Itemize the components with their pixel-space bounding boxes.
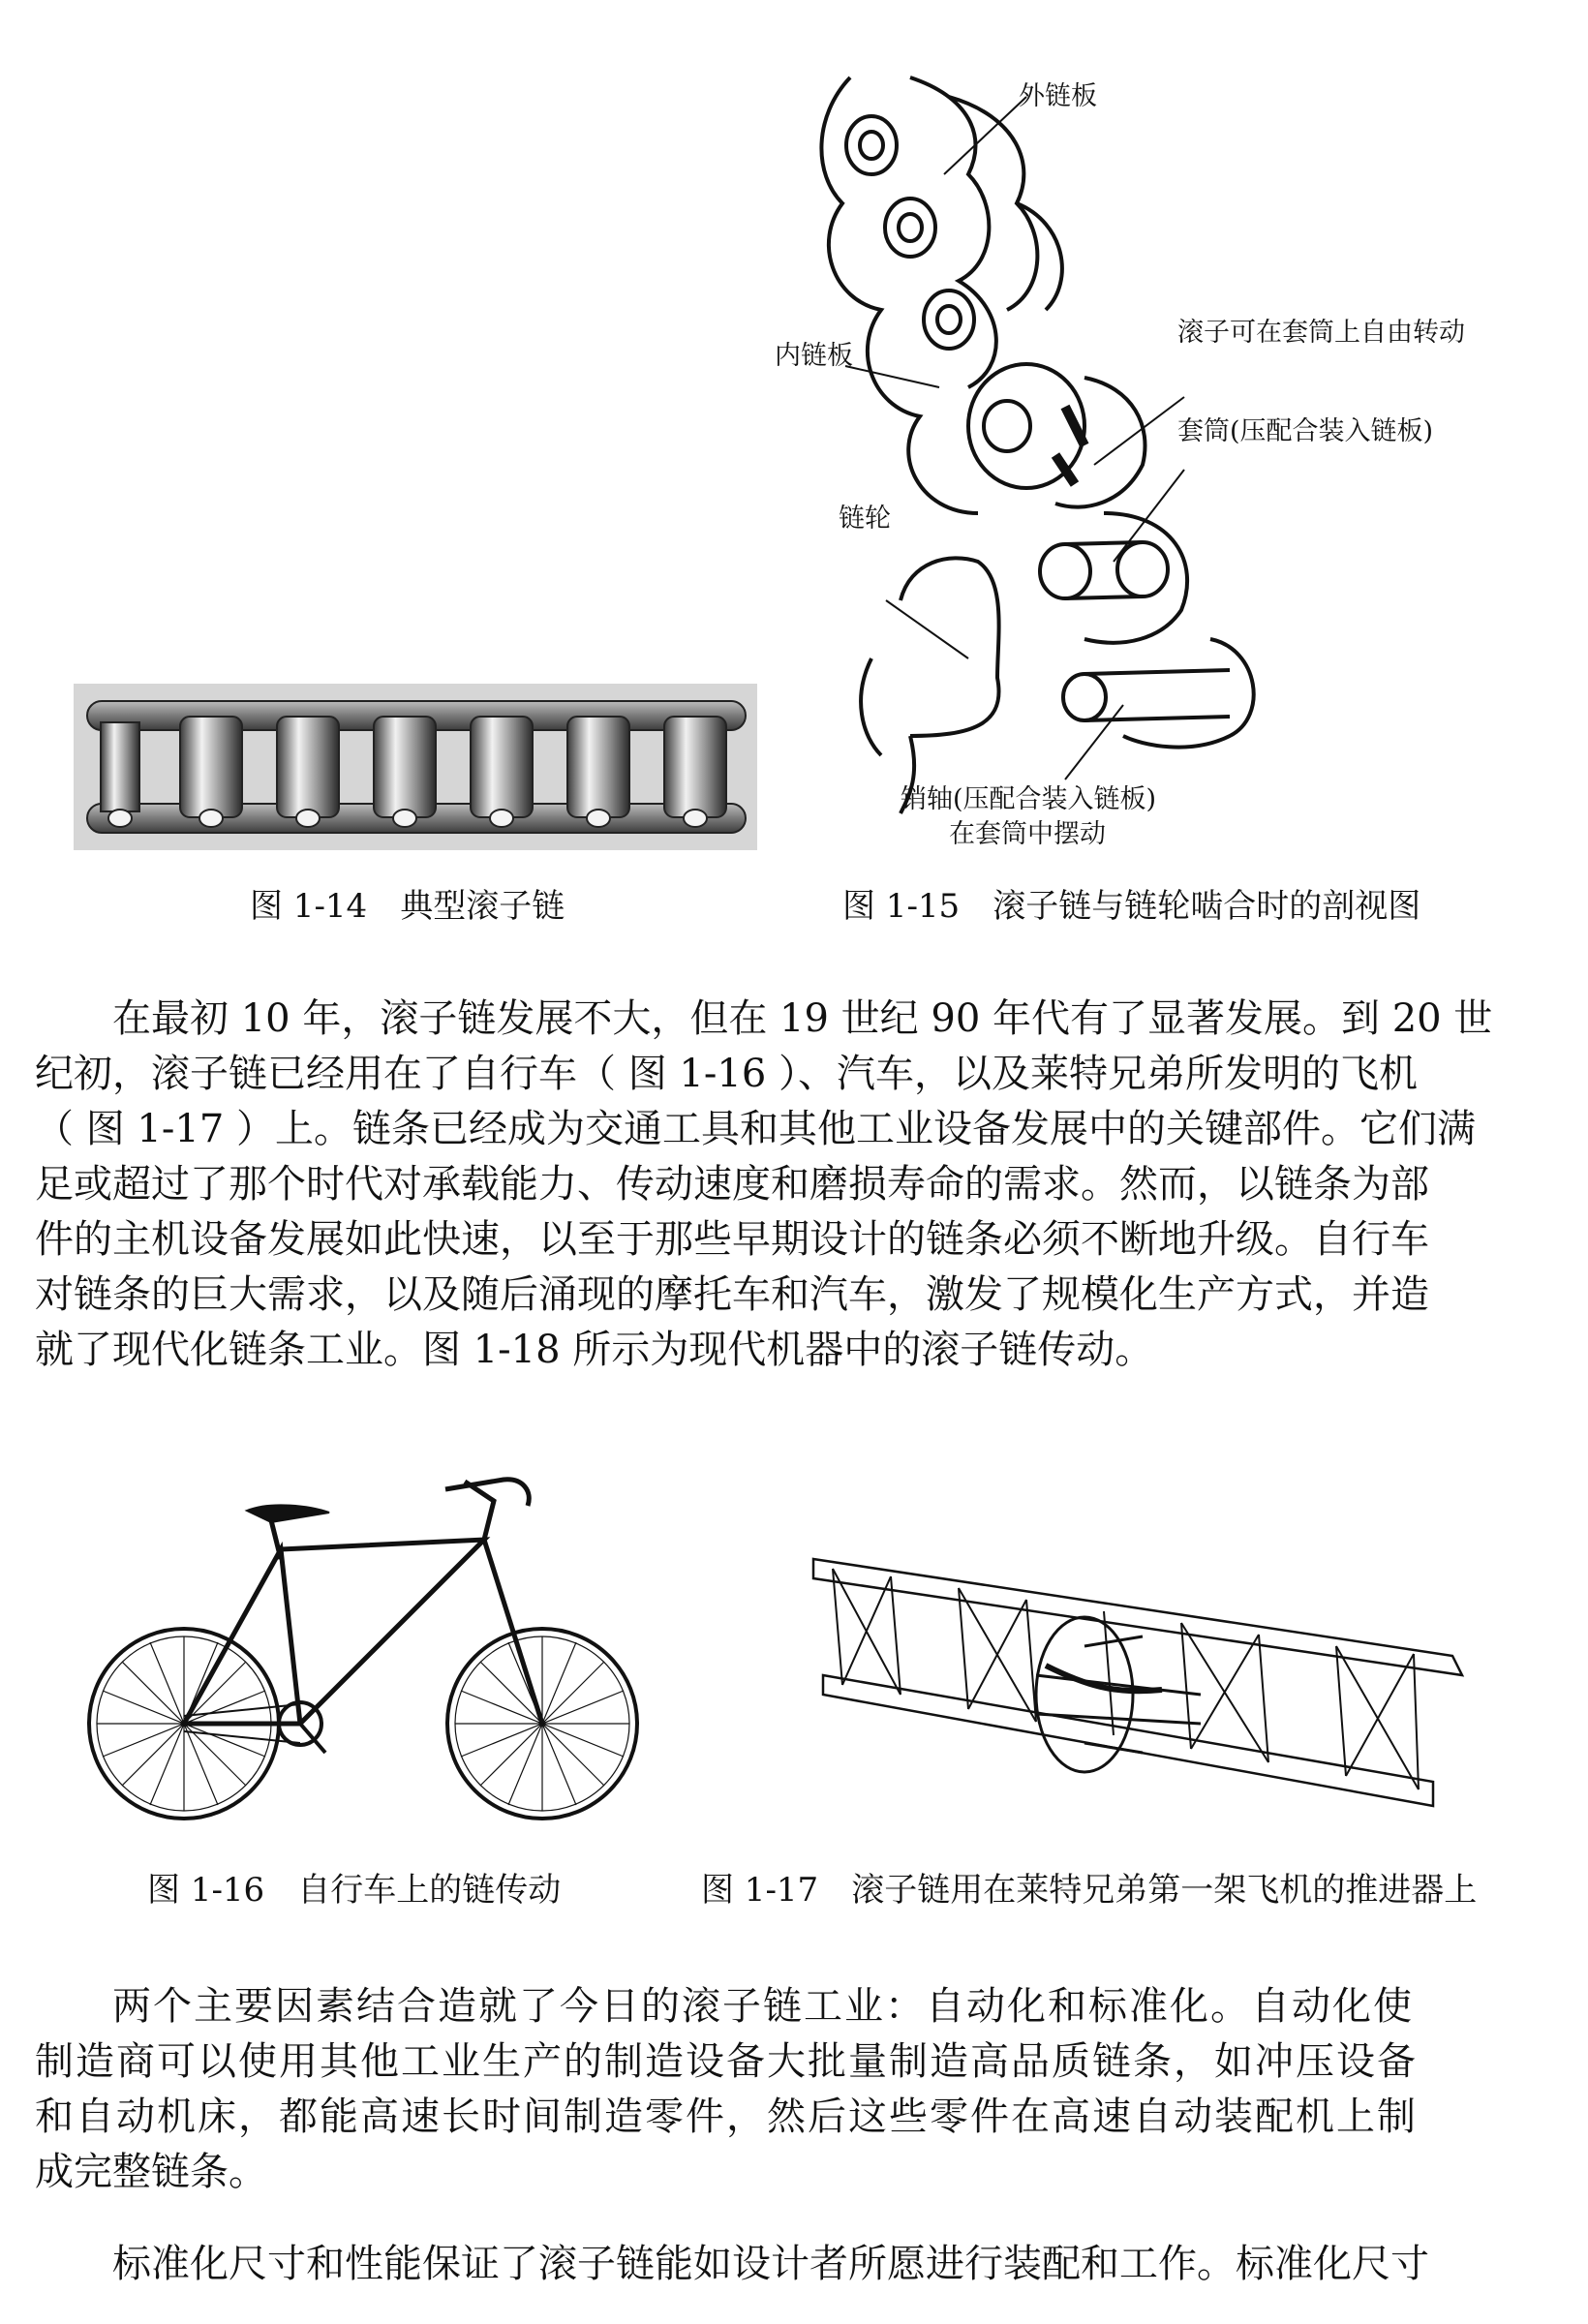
para1-line-5: 件的主机设备发展如此快速，以至于那些早期设计的链条必须不断地升级。自行车: [35, 1217, 1429, 1262]
para3-line-1: 标准化尺寸和性能保证了滚子链能如设计者所愿进行装配和工作。标准化尺寸: [112, 2242, 1429, 2286]
para1-line-4: 足或超过了那个时代对承载能力、传动速度和磨损寿命的需求。然而，以链条为部: [35, 1162, 1429, 1207]
label-outer-plate: 外链板: [1019, 81, 1097, 111]
label-pin-line1: 销轴(压配合装入链板): [901, 784, 1157, 814]
para1-line-7: 就了现代化链条工业。图 1-18 所示为现代机器中的滚子链传动。: [35, 1328, 1154, 1372]
label-roller: 滚子可在套筒上自由转动: [1177, 318, 1465, 348]
para1-line-2: 纪初，滚子链已经用在了自行车（ 图 1-16 ）、汽车，以及莱特兄弟所发明的飞机: [35, 1052, 1419, 1096]
paragraph-2: [35, 1979, 1551, 2200]
caption-fig-1-17: 图 1-17 滚子链用在莱特兄弟第一架飞机的推进器上: [701, 1871, 1478, 1910]
paragraph-1: [35, 992, 1551, 1378]
para2-line-3: 和自动机床，都能高速长时间制造零件，然后这些零件在高速自动装配机上制: [35, 2095, 1418, 2139]
label-inner-plate: 内链板: [775, 341, 853, 371]
para2-line-2: 制造商可以使用其他工业生产的制造设备大批量制造高品质链条，如冲压设备: [35, 2039, 1418, 2084]
caption-fig-1-16: 图 1-16 自行车上的链传动: [147, 1871, 562, 1910]
fig-1-16-bicycle-drawing: [77, 1462, 658, 1830]
para1-line-1: 在最初 10 年，滚子链发展不大，但在 19 世纪 90 年代有了显著发展。到 20 世: [112, 996, 1493, 1041]
fig-1-14-roller-chain-photo: [74, 684, 757, 850]
fig-1-17-wright-flyer-drawing: [794, 1530, 1472, 1830]
label-pin-line2: 在套筒中摆动: [949, 819, 1106, 849]
para1-line-6: 对链条的巨大需求，以及随后涌现的摩托车和汽车，激发了规模化生产方式，并造: [35, 1272, 1429, 1317]
para2-line-1: 两个主要因素结合造就了今日的滚子链工业：自动化和标准化。自动化使: [112, 1984, 1414, 2029]
para1-line-3: （ 图 1-17 ）上。链条已经成为交通工具和其他工业设备发展中的关键部件。它们满: [35, 1107, 1477, 1151]
fig-1-15-sectional-drawing: [775, 58, 1569, 862]
caption-fig-1-15: 图 1-15 滚子链与链轮啮合时的剖视图: [842, 887, 1421, 926]
caption-fig-1-14: 图 1-14 典型滚子链: [250, 887, 565, 926]
label-sprocket: 链轮: [839, 504, 891, 534]
para2-line-4: 成完整链条。: [35, 2150, 267, 2194]
label-bushing: 套筒(压配合装入链板): [1177, 416, 1434, 446]
paragraph-3: [35, 2237, 1551, 2292]
